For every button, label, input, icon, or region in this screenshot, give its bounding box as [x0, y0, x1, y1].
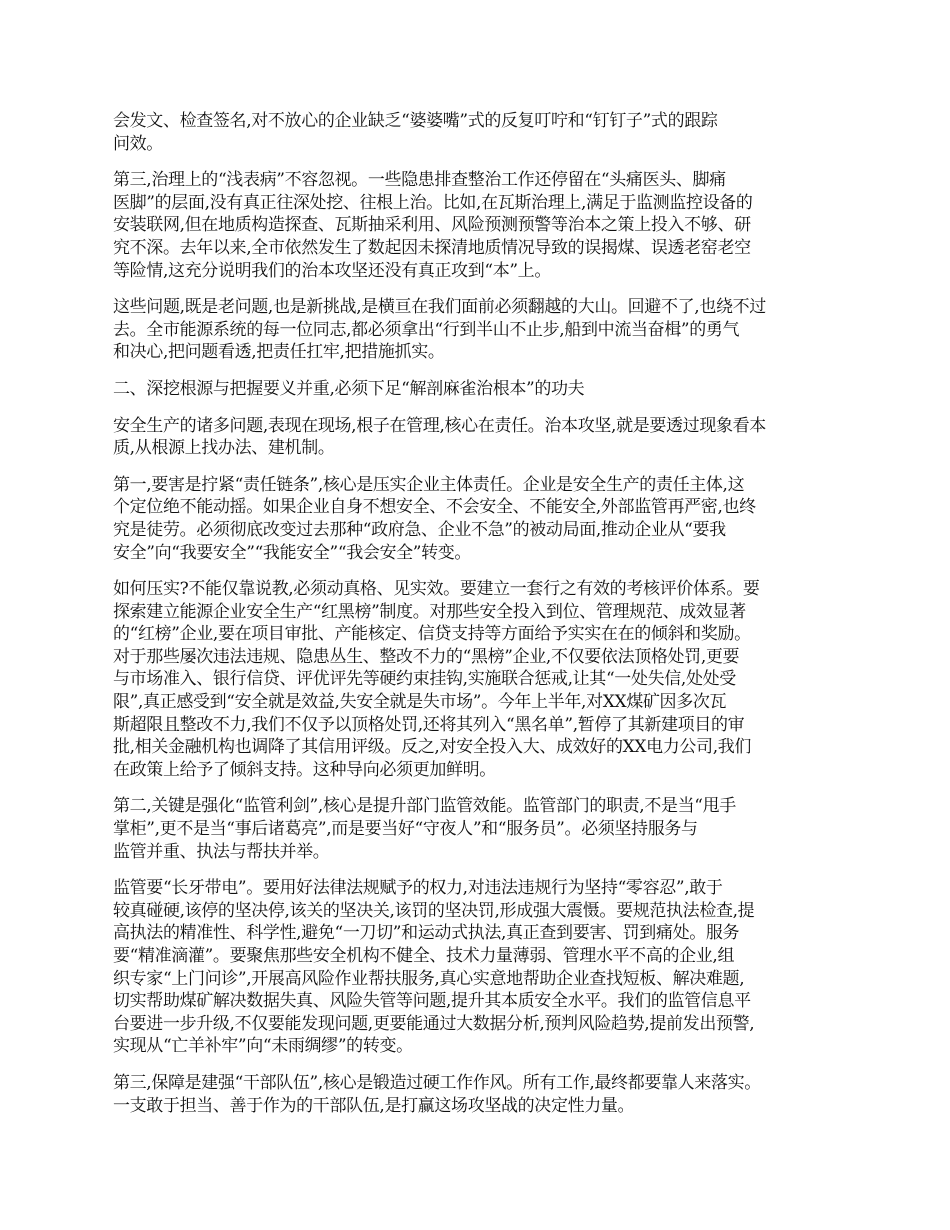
text-line: 监管并重、执法与帮扶并举。 — [113, 841, 330, 862]
text-line: 一支敢于担当、善于作为的干部队伍,是打赢这场攻坚战的决定性力量。 — [113, 1095, 635, 1116]
text-line: 究是徒劳。必须彻底改变过去那种“政府急、企业不急”的被动局面,推动企业从“要我 — [113, 519, 726, 540]
text-line: 实现从“亡羊补牢”向“未雨绸缪”的转变。 — [113, 1036, 413, 1057]
text-line: 这些问题,既是老问题,也是新挑战,是横亘在我们面前必须翻越的大山。回避不了,也绕不过 — [113, 297, 766, 318]
text-line: 二、深挖根源与把握要义并重,必须下足“解剖麻雀治根本”的功夫 — [113, 378, 585, 399]
text-line: 问效。 — [113, 133, 163, 154]
text-line: 高执法的精准性、科学性,避免“一刀切”和运动式执法,真正查到要害、罚到痛处。服务 — [113, 923, 740, 944]
text-line: 第一,要害是拧紧“责任链条”,核心是压实企业主体责任。企业是安全生产的责任主体,这 — [113, 474, 745, 495]
text-line: 要“精准滴灌”。要聚焦那些安全机构不健全、技术力量薄弱、管理水平不高的企业,组 — [113, 946, 735, 966]
text-line: 台要进一步升级,不仅要能发现问题,更要能通过大数据分析,预判风险趋势,提前发出预警, — [113, 1013, 755, 1034]
text-line: 究不深。去年以来,全市依然发生了数起因未探清地质情况导致的误揭煤、误透老窑老空 — [113, 237, 751, 258]
text-line: 医脚”的层面,没有真正往深处挖、往根上治。比如,在瓦斯治理上,满足于监测监控设备的 — [113, 192, 753, 213]
text-line: 在政策上给予了倾斜支持。这种导向必须更加鲜明。 — [113, 759, 496, 780]
text-line: 去。全市能源系统的每一位同志,都必须拿出“行到半山不止步,船到中流当奋楫”的勇气 — [113, 319, 740, 340]
text-line: 安全”向“我要安全”“我能安全”“我会安全”转变。 — [113, 542, 472, 563]
paragraph — [113, 474, 853, 564]
text-line: 限”,真正感受到“安全就是效益,失安全就是失市场”。今年上半年,对XX煤矿因多次瓦 — [113, 692, 727, 713]
text-line: 掌柜”,更不是当“事后诸葛亮”,而是要当好“守夜人”和“服务员”。必须坚持服务与 — [113, 819, 698, 840]
text-line: 织专家“上门问诊”,开展高风险作业帮扶服务,真心实意地帮助企业查找短板、解决难题, — [113, 968, 745, 989]
text-line: 对于那些屡次违法违规、隐患丛生、整改不力的“黑榜”企业,不仅要依法顶格处罚,更要 — [113, 646, 740, 667]
paragraph — [113, 296, 853, 364]
text-line: 与市场准入、银行信贷、评优评先等硬约束挂钩,实施联合惩戒,让其“一处失信,处处受 — [113, 669, 736, 690]
text-line: 第二,关键是强化“监管利剑”,核心是提升部门监管效能。监管部门的职责,不是当“甩手 — [113, 796, 736, 817]
text-line: 批,相关金融机构也调降了其信用评级。反之,对安全投入大、成效好的XX电力公司,我们 — [113, 737, 752, 758]
text-line: 斯超限且整改不力,我们不仅予以顶格处罚,还将其列入“黑名单”,暂停了其新建项目的审 — [113, 714, 745, 735]
text-line: 第三,治理上的“浅表病”不容忽视。一些隐患排查整治工作还停留在“头痛医头、脚痛 — [113, 170, 726, 191]
paragraph — [113, 110, 853, 155]
section-heading — [113, 378, 853, 401]
text-line: 的“红榜”企业,要在项目审批、产能核定、信贷支持等方面给予实实在在的倾斜和奖励。 — [113, 624, 751, 645]
text-line: 切实帮助煤矿解决数据失真、风险失管等问题,提升其本质安全水平。我们的监管信息平 — [113, 991, 751, 1012]
paragraph — [113, 415, 853, 460]
text-line: 和决心,把问题看透,把责任扛牢,把措施抓实。 — [113, 342, 445, 363]
paragraph — [113, 169, 853, 282]
text-line: 较真碰硬,该停的坚决停,该关的坚决关,该罚的坚决罚,形成强大震慑。要规范执法检查,提 — [113, 900, 755, 921]
text-line: 安装联网,但在地质构造探查、瓦斯抽采利用、风险预测预警等治本之策上投入不够、研 — [113, 215, 751, 236]
paragraph — [113, 877, 853, 1058]
text-line: 个定位绝不能动摇。如果企业自身不想安全、不会安全、不能安全,外部监管再严密,也终 — [113, 497, 756, 518]
text-line: 探索建立能源企业安全生产“红黑榜”制度。对那些安全投入到位、管理规范、成效显著 — [113, 601, 746, 622]
text-line: 等险情,这充分说明我们的治本攻坚还没有真正攻到“本”上。 — [113, 260, 551, 281]
document-page — [113, 110, 853, 1131]
paragraph — [113, 1072, 853, 1117]
text-line: 安全生产的诸多问题,表现在现场,根子在管理,核心在责任。治本攻坚,就是要透过现象看本 — [113, 415, 766, 436]
text-line: 监管要“长牙带电”。要用好法律法规赋予的权力,对违法违规行为坚持“零容忍”,敢于 — [113, 878, 723, 899]
text-line: 会发文、检查签名,对不放心的企业缺乏“婆婆嘴”式的反复叮咛和“钉钉子”式的跟踪 — [113, 111, 718, 131]
paragraph — [113, 578, 853, 781]
text-line: 质,从根源上找办法、建机制。 — [113, 438, 335, 459]
text-line: 如何压实?不能仅靠说教,必须动真格、见实效。要建立一套行之有效的考核评价体系。要 — [113, 579, 760, 600]
text-line: 第三,保障是建强“干部队伍”,核心是锻造过硬工作作风。所有工作,最终都要靠人来落实。 — [113, 1072, 761, 1093]
paragraph — [113, 795, 853, 863]
